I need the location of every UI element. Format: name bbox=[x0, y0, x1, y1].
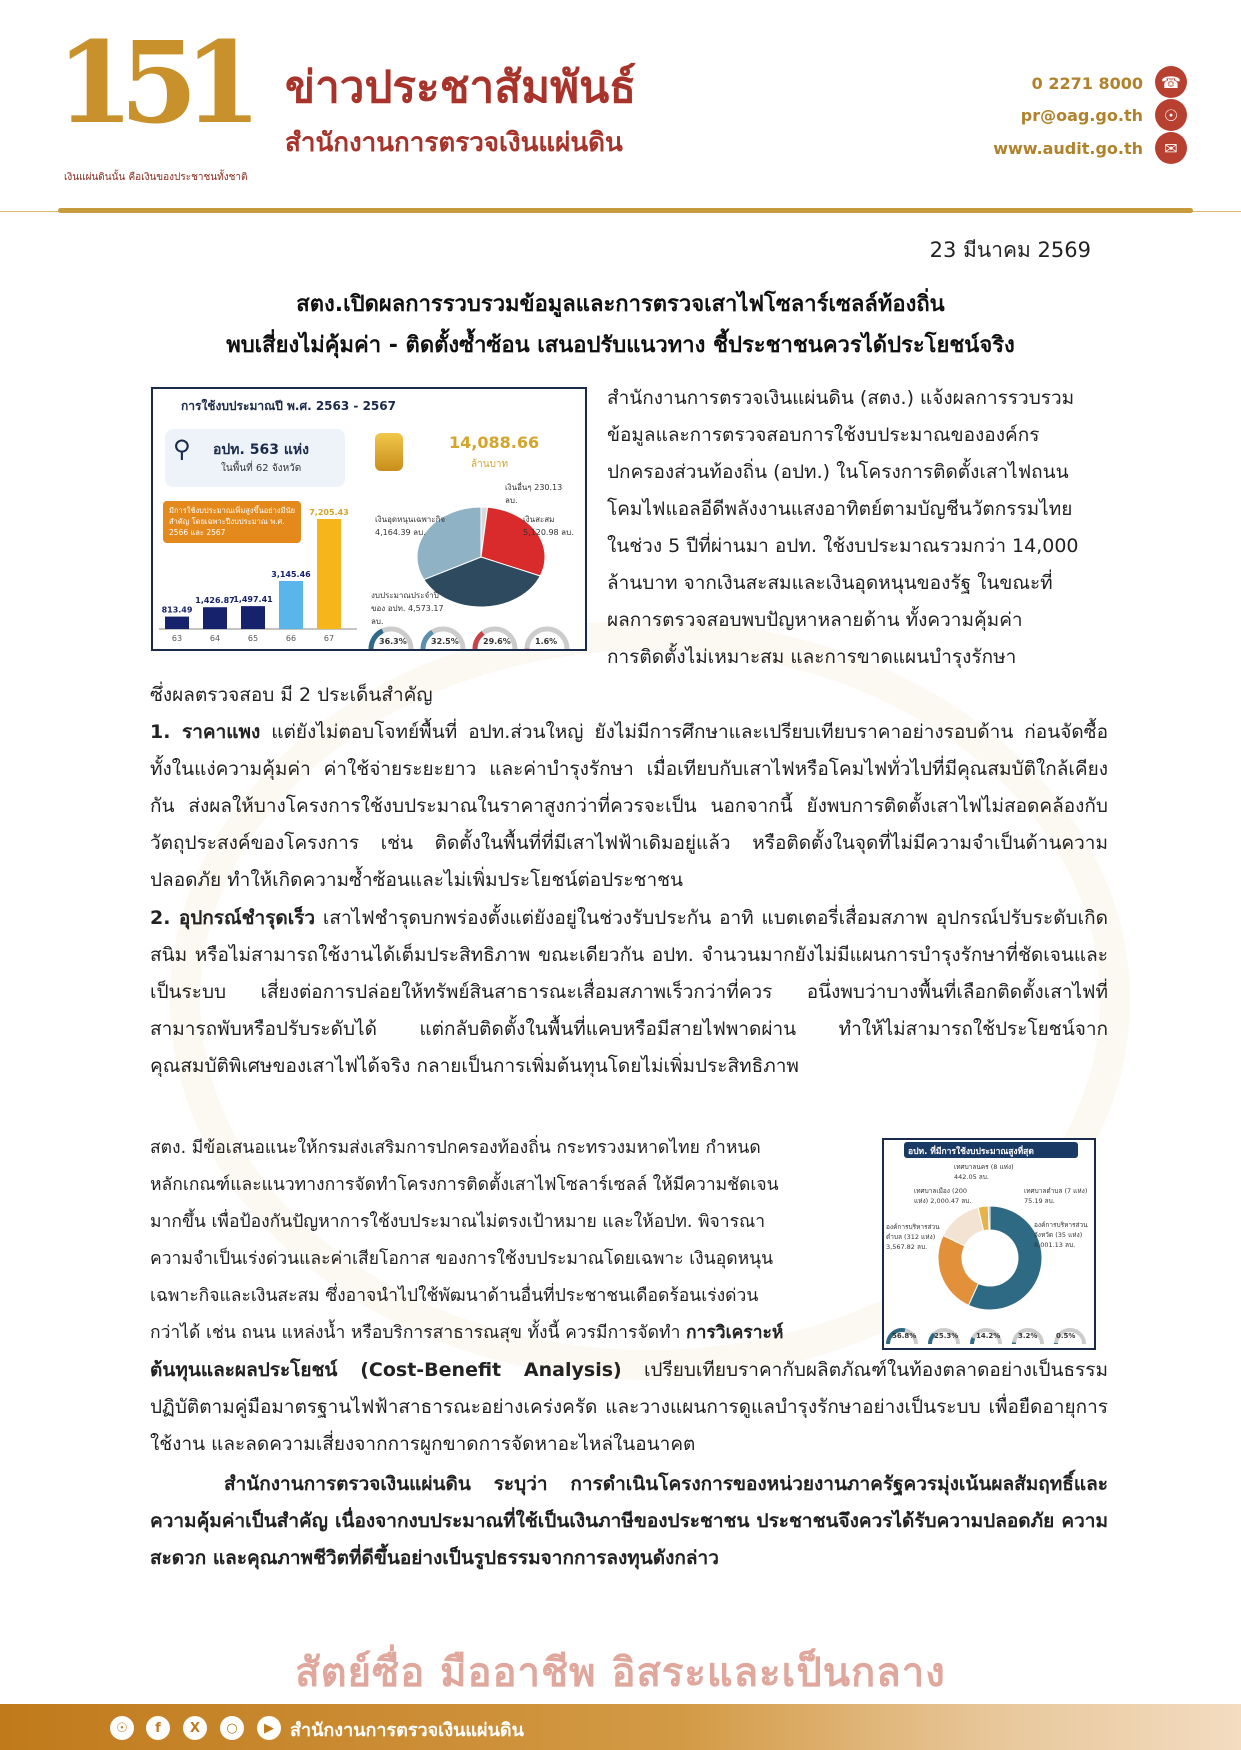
intro-paragraph bbox=[607, 380, 1092, 676]
bar-label-67: 7,205.43 bbox=[309, 508, 349, 517]
recommend-line: หลักเกณฑ์และแนวทางการจัดทำโครงการติดตั้งเสาไฟโซลาร์เซลล์ ให้มีความชัดเจน bbox=[150, 1175, 779, 1195]
globe-icon[interactable]: ☉ bbox=[110, 1716, 134, 1740]
point-2-label: 2. อุปกรณ์ชำรุดเร็ว bbox=[150, 907, 316, 929]
donut-label-pao: องค์การบริหารส่วนจังหวัด (35 แห่ง) 8,001.13 ลบ. bbox=[1034, 1221, 1088, 1249]
percent-1: 36.3% bbox=[379, 637, 407, 646]
coin-stack-icon bbox=[375, 433, 403, 471]
recommend-tail-text: เปรียบเทียบราคากับผลิตภัณฑ์ในท้องตลาดอย่างเป็นธรรม ปฏิบัติตามคู่มือมาตรฐานไฟฟ้าสาธารณะอย่างเคร่งครัด และวางแผนการดูแลบำรุงรักษาอย่างเป็นระบบ เพื่อยืดอายุการใช้งาน และลดความเสี่ยงจากการผูกขาดการจัดหาอะไหล่ในอนาคต bbox=[150, 1359, 1108, 1455]
total-budget-unit: ล้านบาท bbox=[471, 459, 509, 470]
closing-paragraph: สำนักงานการตรวจเงินแผ่นดิน ระบุว่า การดำเนินโครงการของหน่วยงานภาครัฐควรมุ่งเน้นผลสัมฤทธิ์และความคุ้มค่าเป็นสำคัญ เนื่องจากงบประมาณที่ใช้เป็นเงินภาษีของประชาชน ประชาชนจึงควรได้รับความปลอดภัย ความสะดวก และคุณภาพชีวิตที่ดีขึ้นอย่างเป็นรูปธรรมจากการลงทุนดังกล่าว bbox=[150, 1473, 1108, 1569]
bar-year-66: 66 bbox=[285, 634, 297, 643]
budget-infographic bbox=[151, 387, 587, 651]
contact-email[interactable]: pr@oag.go.th bbox=[1020, 106, 1143, 125]
intro-line: การติดตั้งไม่เหมาะสม และการขาดแผนบำรุงรักษา bbox=[607, 646, 1017, 668]
bar-67 bbox=[317, 519, 341, 629]
bar-label-64: 1,426.87 bbox=[195, 596, 235, 606]
point-1-label: 1. ราคาแพง bbox=[150, 721, 261, 743]
recommend-line: เฉพาะกิจและเงินสะสม ซึ่งอาจนำไปใช้พัฒนาด้านอื่นที่ประชาชนเดือดร้อนเร่งด่วน bbox=[150, 1286, 759, 1306]
donut-slice-4 bbox=[988, 1206, 990, 1230]
recommend-line bbox=[150, 1315, 866, 1352]
donut-percent-row bbox=[888, 1328, 1094, 1346]
recommend-line: มากขึ้น เพื่อป้องกันปัญหาการใช้งบประมาณไม่ตรงเป้าหมาย และให้อปท. พิจารณา bbox=[150, 1212, 766, 1232]
donut-percent-5: 0.5% bbox=[1056, 1332, 1076, 1340]
point-2 bbox=[150, 900, 1108, 1085]
recommend-line: ความจำเป็นเร่งด่วนและค่าเสียโอกาส ของการใช้งบประมาณโดยเฉพาะ เงินอุดหนุน bbox=[150, 1249, 774, 1269]
percent-2: 32.5% bbox=[431, 637, 459, 646]
x-icon[interactable]: X bbox=[183, 1716, 207, 1740]
infographic-title: การใช้งบประมาณปี พ.ศ. 2563 - 2567 bbox=[181, 399, 396, 413]
recommend-paragraph bbox=[150, 1130, 866, 1352]
contact-phone[interactable]: 0 2271 8000 bbox=[1031, 74, 1143, 93]
trend-note: มีการใช้งบประมาณเพิ่มสูงขึ้นอย่างมีนัยสำคัญ โดยเฉพาะปีงบประมาณ พ.ศ. 2566 และ 2567 bbox=[163, 501, 301, 543]
bar-chart bbox=[153, 479, 363, 651]
bar-year-65: 65 bbox=[247, 634, 259, 643]
point-1 bbox=[150, 714, 1108, 899]
recommend-last-bold: การวิเคราะห์ bbox=[685, 1323, 784, 1343]
press-date: 23 มีนาคม 2569 bbox=[929, 238, 1091, 262]
cba-term: ต้นทุนและผลประโยชน์ (Cost-Benefit Analysis) bbox=[150, 1359, 622, 1381]
donut-label-subdistrict: เทศบาลตำบล (7 แห่ง) 75.19 ลบ. bbox=[1024, 1187, 1088, 1205]
contact-website[interactable]: www.audit.go.th bbox=[993, 139, 1143, 158]
donut-percent-4: 3.2% bbox=[1018, 1332, 1038, 1340]
bar-label-66: 3,145.46 bbox=[271, 569, 311, 579]
org-count-sub: ในพื้นที่ 62 จังหวัด bbox=[221, 463, 302, 474]
bar-year-64: 64 bbox=[209, 634, 221, 643]
infographic2-title: อปท. ที่มีการใช้งบประมาณสูงที่สุด bbox=[908, 1147, 1034, 1157]
bar-65 bbox=[241, 606, 265, 629]
footer-org-name: สำนักงานการตรวจเงินแผ่นดิน bbox=[290, 1720, 524, 1741]
donut-label-tao: องค์การบริหารส่วนตำบล (312 แห่ง) 3,567.82 ลบ. bbox=[886, 1223, 940, 1251]
logo-151: 151 bbox=[56, 18, 248, 149]
percent-row bbox=[365, 629, 587, 651]
instagram-icon[interactable]: ○ bbox=[220, 1716, 244, 1740]
point-1-text: แต่ยังไม่ตอบโจทย์พื้นที่ อปท.ส่วนใหญ่ ยังไม่มีการศึกษาและเปรียบเทียบราคาอย่างรอบด้าน ก่อนจัดซื้อ ทั้งในแง่ความคุ้มค่า ค่าใช้จ่ายระยะยาว และค่าบำรุงรักษา เมื่อเทียบกับเสาไฟหรือโคมไฟทั่วไปที่มีคุณสมบัติใกล้เคียงกัน ส่งผลให้บางโครงการใช้งบประมาณในราคาสูงกว่าที่ควรจะเป็น นอกจากนี้ ยังพบการติดตั้งเสาไฟไม่สอดคล้องกับวัตถุประสงค์ของโครงการ เช่น ติดตั้งในพื้นที่ที่มีเสาไฟฟ้าเดิมอยู่แล้ว หรือติดตั้งในจุดที่ไม่มีความจำเป็นด้านความปลอดภัย ทำให้เกิดความซ้ำซ้อนและไม่เพิ่มประโยชน์ต่อประชาชน bbox=[150, 721, 1108, 891]
total-budget: 14,088.66 bbox=[449, 433, 540, 452]
intro-line: ในช่วง 5 ปีที่ผ่านมา อปท. ใช้งบประมาณรวมกว่า 14,000 bbox=[607, 535, 1079, 557]
recommend-tail bbox=[150, 1352, 1108, 1463]
header-divider bbox=[58, 208, 1193, 213]
headline-line2: พบเสี่ยงไม่คุ้มค่า - ติดตั้งซ้ำซ้อน เสนอปรับแนวทาง ชี้ประชาชนควรได้ประโยชน์จริง bbox=[226, 333, 1015, 358]
pie-label-annual: งบประมาณประจำปีของ อปท. 4,573.17 ลบ. bbox=[371, 591, 444, 626]
footer-slogan: สัตย์ซื่อ มืออาชีพ อิสระและเป็นกลาง bbox=[295, 1650, 946, 1696]
donut-label-town: เทศบาลเมือง (200 แห่ง) 2,000.47 ลบ. bbox=[914, 1187, 972, 1205]
bar-63 bbox=[165, 617, 189, 629]
bar-label-65: 1,497.41 bbox=[233, 595, 273, 605]
intro-line: โคมไฟแอลอีดีพลังงานแสงอาทิตย์ตามบัญชีนวัตกรรมไทย bbox=[607, 498, 1073, 520]
map-pin-icon: ⚲ bbox=[173, 435, 191, 463]
header-subtitle: สำนักงานการตรวจเงินแผ่นดิน bbox=[285, 128, 623, 158]
pie-label-subsidy: เงินอุดหนุนเฉพาะกิจ 4,164.39 ลบ. bbox=[375, 515, 446, 537]
recommend-last-text: กว่าได้ เช่น ถนน แหล่งน้ำ หรือบริการสาธารณสุข ทั้งนี้ ควรมีการจัดทำ bbox=[150, 1323, 686, 1343]
percent-3: 29.6% bbox=[483, 637, 511, 646]
org-count: อปท. 563 แห่ง bbox=[213, 442, 309, 458]
facebook-icon[interactable]: f bbox=[146, 1716, 170, 1740]
phone-icon: ☎ bbox=[1155, 66, 1187, 98]
bar-64 bbox=[203, 607, 227, 629]
percent-4: 1.6% bbox=[535, 637, 558, 646]
bar-year-67: 67 bbox=[323, 634, 335, 643]
intro-line: ข้อมูลและการตรวจสอบการใช้งบประมาณขององค์กร bbox=[607, 424, 1040, 446]
header-title: ข่าวประชาสัมพันธ์ bbox=[285, 62, 637, 113]
pie-label-other: เงินอื่นๆ 230.13 ลบ. bbox=[505, 483, 563, 505]
bar-label-63: 813.49 bbox=[161, 605, 193, 615]
globe-icon: ☉ bbox=[1155, 99, 1187, 131]
donut-percent-2: 25.3% bbox=[934, 1332, 959, 1340]
donut-percent-3: 14.2% bbox=[976, 1332, 1001, 1340]
bar-66 bbox=[279, 581, 303, 629]
donut-percent-1: 56.8% bbox=[892, 1332, 917, 1340]
donut-label-city: เทศบาลนคร (8 แห่ง) 442.05 ลบ. bbox=[954, 1163, 1014, 1181]
top-org-infographic bbox=[882, 1138, 1096, 1350]
youtube-icon[interactable]: ▶ bbox=[257, 1716, 281, 1740]
pie-label-savings: เงินสะสม 5,120.98 ลบ. bbox=[523, 515, 574, 537]
mail-icon: ✉ bbox=[1155, 132, 1187, 164]
intro-line: ผลการตรวจสอบพบปัญหาหลายด้าน ทั้งความคุ้มค่า bbox=[607, 609, 1023, 631]
intro-tail: ซึ่งผลตรวจสอบ มี 2 ประเด็นสำคัญ bbox=[150, 684, 433, 706]
intro-line: สำนักงานการตรวจเงินแผ่นดิน (สตง.) แจ้งผลการรวบรวม bbox=[607, 387, 1075, 409]
logo-tagline: เงินแผ่นดินนั้น คือเงินของประชาชนทั้งชาติ bbox=[64, 172, 248, 183]
bar-year-63: 63 bbox=[171, 634, 183, 643]
intro-line: ปกครองส่วนท้องถิ่น (อปท.) ในโครงการติดตั้งเสาไฟถนน bbox=[607, 461, 1069, 483]
intro-line: ล้านบาท จากเงินสะสมและเงินอุดหนุนของรัฐ ในขณะที่ bbox=[607, 572, 1053, 594]
headline-line1: สตง.เปิดผลการรวบรวมข้อมูลและการตรวจเสาไฟโซลาร์เซลล์ท้องถิ่น bbox=[296, 292, 945, 317]
recommend-line: สตง. มีข้อเสนอแนะให้กรมส่งเสริมการปกครองท้องถิ่น กระทรวงมหาดไทย กำหนด bbox=[150, 1138, 761, 1158]
point-2-text: เสาไฟชำรุดบกพร่องตั้งแต่ยังอยู่ในช่วงรับประกัน อาทิ แบตเตอรี่เสื่อมสภาพ อุปกรณ์ปรับระดับเกิดสนิม หรือไม่สามารถใช้งานได้เต็มประสิทธิภาพ ขณะเดียวกัน อปท. จำนวนมากยังไม่มีแผนการบำรุงรักษาที่ชัดเจนและเป็นระบบ เสี่ยงต่อการปล่อยให้ทรัพย์สินสาธารณะเสื่อมสภาพเร็วกว่าที่ควร อนึ่งพบว่าบางพื้นที่เลือกติดตั้งเสาไฟที่สามารถพับหรือปรับระดับได้ แต่กลับติดตั้งในพื้นที่แคบหรือมีสายไฟพาดผ่าน ทำให้ไม่สามารถใช้ประโยชน์จากคุณสมบัติพิเศษของเสาไฟได้จริง กลายเป็นการเพิ่มต้นทุนโดยไม่เพิ่มประสิทธิภาพ bbox=[150, 907, 1108, 1077]
